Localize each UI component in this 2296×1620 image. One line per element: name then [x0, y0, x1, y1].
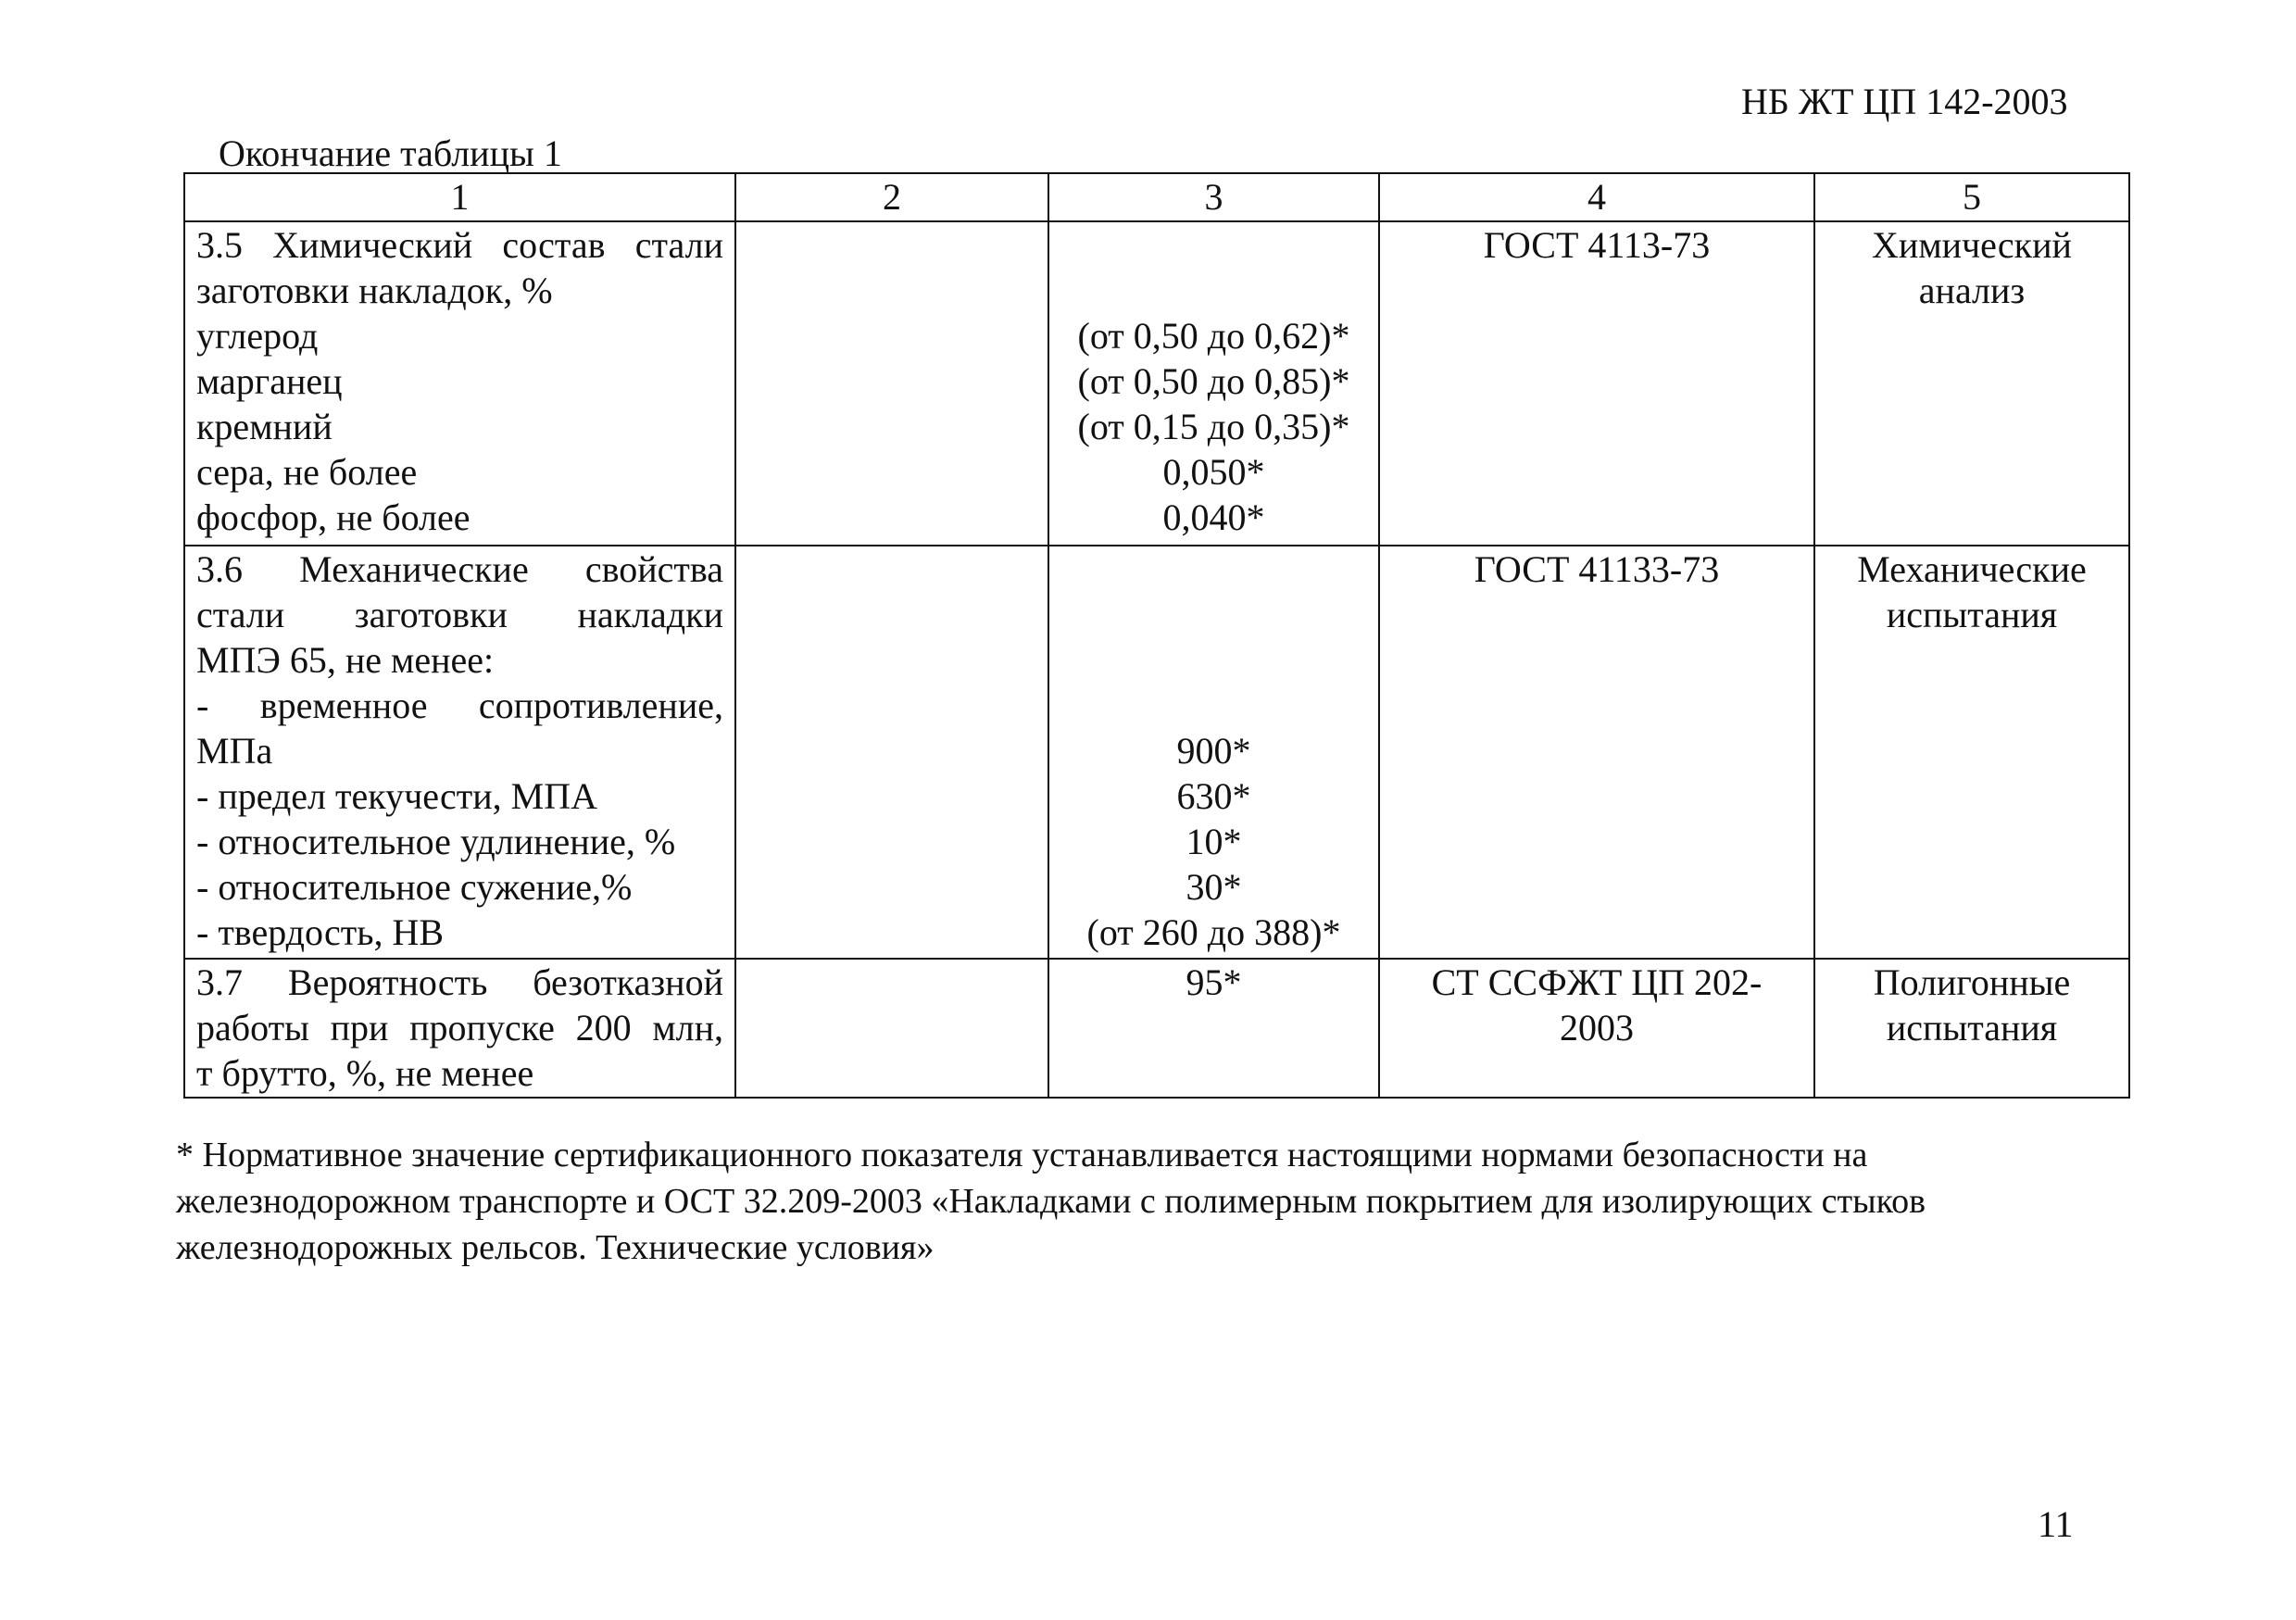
method-cell: [1814, 221, 2129, 546]
footnote: * Нормативное значение сертификационного показателя устанавливается настоящими нормами безопасности на железнодорожном транспорте и ОСТ 32.209-2003 «Накладками с полимерным покрытием для изолирующих стыков железнодорожных рельсов. Технические условия»: [176, 1136, 1926, 1267]
norm-value: [1060, 222, 1367, 268]
parameter-line: МПа: [196, 730, 273, 772]
norm-value: 0,040*: [1162, 496, 1265, 538]
column-header: 3: [1048, 173, 1379, 221]
parameter-line: углерод: [196, 315, 319, 357]
norm-value: 10*: [1186, 821, 1242, 862]
standard-line: 2003: [1560, 1007, 1634, 1049]
parameter-line: - твердость, НВ: [196, 911, 445, 953]
norm-value-cell: [1048, 546, 1379, 959]
page-number: 11: [2038, 1503, 2074, 1545]
norm-value: (от 0,15 до 0,35)*: [1077, 406, 1350, 447]
empty-cell: [735, 546, 1048, 959]
norm-value: 0,050*: [1162, 451, 1265, 493]
parameter-line: 3.7 Вероятность безотказной: [196, 961, 723, 1003]
method-cell: [1814, 546, 2129, 959]
parameter-line: - предел текучести, МПА: [196, 775, 597, 817]
standard-cell: ГОСТ 4113-73: [1379, 221, 1814, 546]
column-header: 2: [735, 173, 1048, 221]
document-code: НБ ЖТ ЦП 142-2003: [1741, 81, 2068, 122]
column-header: 4: [1379, 173, 1814, 221]
empty-cell: [735, 959, 1048, 1098]
parameter-line: фосфор, не более: [196, 496, 470, 538]
standard-cell: ГОСТ 41133-73: [1379, 546, 1814, 959]
norm-value: [1060, 683, 1367, 728]
parameter-line: марганец: [196, 360, 343, 402]
norm-value-cell: 95*: [1048, 959, 1379, 1098]
column-header: 5: [1814, 173, 2129, 221]
parameter-line: - временное сопротивление,: [196, 684, 723, 726]
norm-value: 30*: [1186, 866, 1242, 908]
parameter-line: 3.6 Механические свойства: [196, 548, 723, 590]
column-header: 1: [184, 173, 735, 221]
parameter-line: сера, не более: [196, 451, 418, 493]
norm-value: [1060, 546, 1367, 592]
norm-value: [1060, 268, 1367, 313]
parameter-line: МПЭ 65, не менее:: [196, 639, 495, 681]
empty-cell: [735, 221, 1048, 546]
standard-line: СТ ССФЖТ ЦП 202-: [1431, 961, 1763, 1003]
table-row-3-5: [184, 221, 2129, 546]
norm-value: (от 0,50 до 0,62)*: [1077, 315, 1350, 357]
parameter-line: стали заготовки накладки: [196, 594, 723, 635]
parameter-cell: [184, 546, 735, 959]
method-line: Полигонные: [1873, 961, 2071, 1003]
norm-value: (от 0,50 до 0,85)*: [1077, 360, 1350, 402]
parameter-line: кремний: [196, 406, 332, 447]
parameter-line: работы при пропуске 200 млн,: [196, 1007, 723, 1049]
parameter-cell: [184, 221, 735, 546]
norm-value: 630*: [1176, 775, 1251, 817]
method-line: Химический: [1872, 224, 2072, 266]
parameter-line: - относительное удлинение, %: [196, 821, 676, 862]
norm-value: [1060, 592, 1367, 637]
method-line: анализ: [1918, 270, 2026, 311]
method-line: испытания: [1886, 1007, 2058, 1049]
method-cell: [1814, 959, 2129, 1098]
requirements-table: [183, 172, 2130, 1099]
parameter-line: 3.5 Химический состав стали: [196, 224, 723, 266]
table-header-row: [184, 173, 2129, 221]
table-row-3-6: [184, 546, 2129, 959]
norm-value: 900*: [1176, 730, 1251, 772]
norm-value-cell: [1048, 221, 1379, 546]
table-row-3-7: [184, 959, 2129, 1098]
table-caption: Окончание таблицы 1: [219, 132, 562, 174]
norm-value: (от 260 до 388)*: [1086, 911, 1341, 953]
method-line: Механические: [1857, 548, 2087, 590]
parameter-cell: [184, 959, 735, 1098]
parameter-line: - относительное сужение,%: [196, 866, 633, 908]
standard-cell: [1379, 959, 1814, 1098]
norm-value: [1060, 637, 1367, 683]
parameter-line: заготовки накладок, %: [196, 270, 553, 311]
parameter-line: т брутто, %, не менее: [196, 1052, 534, 1094]
method-line: испытания: [1886, 594, 2058, 635]
